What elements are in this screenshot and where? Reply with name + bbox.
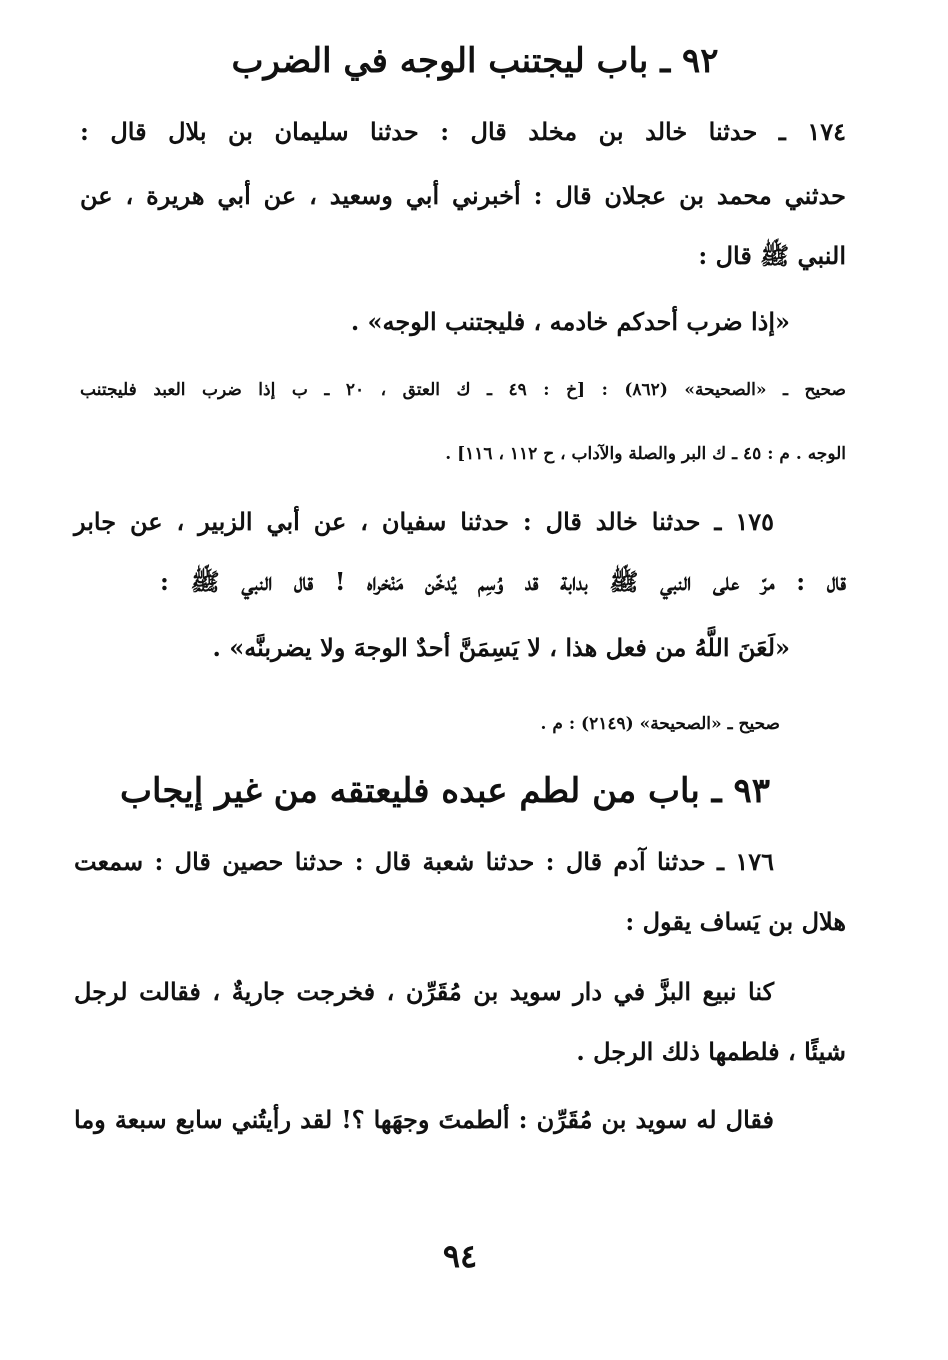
hadith-174-line-1: ١٧٤ ـ حدثنا خالد بن مخلد قال : حدثنا سليمان بن بلال قال : — [80, 117, 847, 146]
hadith-175-grading: صحيح ـ «الصحيحة» (٢١٤٩) : م . — [540, 714, 780, 734]
hadith-176-line-5: فقال له سويد بن مُقَرِّن : ألطمتَ وجهَها ؟! لقد رأيتُني سابع سبعة وما — [74, 1105, 774, 1134]
hadith-176-line-4: شيئًا ، فلطمها ذلك الرجل . — [576, 1037, 846, 1066]
page-number: ٩٤ — [442, 1237, 478, 1275]
chapter-92-title: ٩٢ ـ باب ليجتنب الوجه في الضرب — [231, 41, 719, 81]
chapter-93-title: ٩٣ ـ باب من لطم عبده فليعتقه من غير إيجاب — [119, 771, 770, 811]
hadith-174-quote: «إذا ضرب أحدكم خادمه ، فليجتنب الوجه» . — [350, 307, 790, 336]
hadith-176-line-2: هلال بن يَساف يقول : — [625, 907, 846, 936]
hadith-174-line-2: حدثني محمد بن عجلان قال : أخبرني أبي وسعيد ، عن أبي هريرة ، عن — [80, 181, 846, 210]
hadith-175-quote: «لَعَنَ اللَّهُ من فعل هذا ، لا يَسِمَنَّ أحدٌ الوجهَ ولا يضربنَّه» . — [212, 633, 790, 662]
hadith-174-grading-line-2: الوجه . م : ٤٥ ـ ك البر والصلة والآداب ، ح ١١٢ ، ١١٦] . — [445, 444, 846, 464]
hadith-176-line-3: كنا نبيع البزَّ في دار سويد بن مُقَرِّن ، فخرجت جاريةٌ ، فقالت لرجل — [74, 977, 774, 1006]
hadith-174-grading-line-1: صحيح ـ «الصحيحة» (٨٦٢) : [خ : ٤٩ ـ ك العتق ، ٢٠ ـ ب إذا ضرب العبد فليجتنب — [80, 380, 846, 400]
hadith-175-line-2: قال : مرّ على النبي ﷺ بدابة قد وُسِم يُدخّن مَنْخراه ! قال النبي ﷺ : — [160, 567, 846, 596]
hadith-174-line-3: النبي ﷺ قال : — [698, 241, 846, 270]
hadith-175-line-1: ١٧٥ ـ حدثنا خالد قال : حدثنا سفيان ، عن أبي الزبير ، عن جابر — [74, 507, 774, 536]
hadith-176-line-1: ١٧٦ ـ حدثنا آدم قال : حدثنا شعبة قال : حدثنا حصين قال : سمعت — [74, 847, 774, 876]
